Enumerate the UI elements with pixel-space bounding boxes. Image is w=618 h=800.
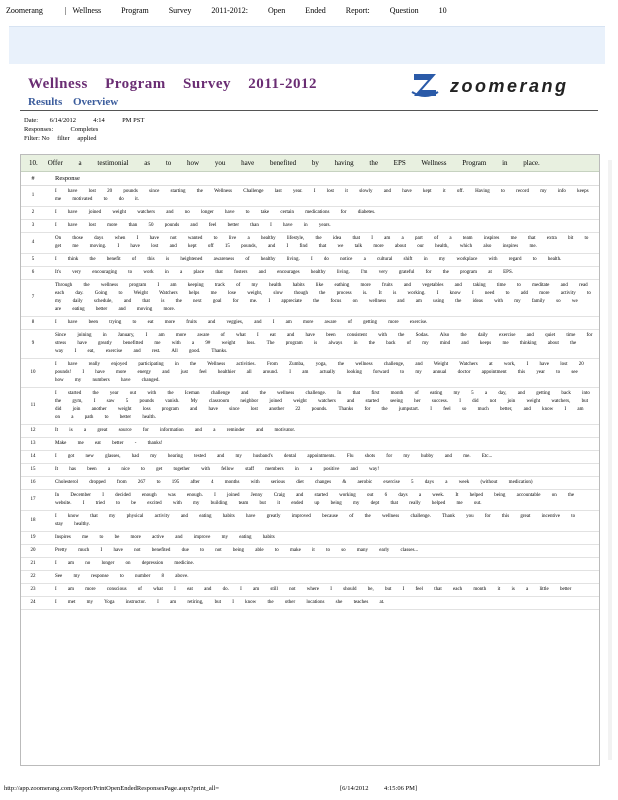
logo-wordmark: zoomerang xyxy=(450,76,569,96)
table-row xyxy=(21,317,599,330)
question-number: 10. xyxy=(29,159,38,167)
table-row xyxy=(21,425,599,438)
response-text: I have lost more than 50 pounds and feel better than I have in years. xyxy=(55,223,331,228)
filter-value: No filter applied xyxy=(41,135,97,142)
response-number: 1 xyxy=(31,193,35,198)
table-row xyxy=(21,490,599,511)
response-text: Make me eat better - thanks! xyxy=(55,441,163,446)
response-text: Pretty much I have not benefited due to not being able to make it to so many early classes... xyxy=(55,548,419,553)
response-text: It's very encouraging to work in a place that fosters and encourages healthy living. I'm very grateful for the program at EPS. xyxy=(55,270,513,275)
table-row xyxy=(21,558,599,571)
response-number: 5 xyxy=(31,257,35,262)
table-row xyxy=(21,359,599,388)
table-row xyxy=(21,280,599,317)
response-text: I met my Yoga instructor. I am retiring, but I know the other locations she teaches at. xyxy=(55,600,385,605)
column-header-row xyxy=(21,172,599,186)
response-number: 7 xyxy=(31,295,35,300)
response-text: I think the benefit of this is heightened awareness of healthy living. I do notice a cultural shift in my workplace with regard to health. xyxy=(55,257,562,262)
response-number: 4 xyxy=(31,240,35,245)
report-meta xyxy=(24,116,144,143)
table-row xyxy=(21,330,599,359)
response-list xyxy=(21,186,599,610)
table-row xyxy=(21,571,599,584)
response-text: See my response to number 8 above. xyxy=(55,574,189,579)
browser-title-bar xyxy=(6,4,612,16)
response-text: I have been trying to eat more fruits and veggies, and I am more aware of getting more exercise. xyxy=(55,320,428,325)
response-text: I know that my physical activity and eating habits have greatly improved because of the wellness challenge. Thank you for this great incentive to stay healthy. xyxy=(55,514,576,527)
response-number: 23 xyxy=(30,587,36,592)
response-number: 19 xyxy=(30,535,36,540)
footer-date: [6/14/2012 xyxy=(340,785,369,792)
response-number: 16 xyxy=(30,480,36,485)
response-number: 13 xyxy=(30,441,36,446)
responses-label: Responses: xyxy=(24,126,54,133)
table-row xyxy=(21,233,599,254)
response-text: Since joining in January, I am more aware of what I eat and have been consistent with the Sodas. Also the daily exercise and quiet time for stress have greatly benefitted me with a 9# weight loss. The program is always in the back of my mind and keeps me thinking about the way I eat, exercise and rest. All good. Thanks. xyxy=(55,333,593,354)
filter-label: Filter: xyxy=(24,135,40,142)
table-row xyxy=(21,584,599,597)
table-row xyxy=(21,477,599,490)
table-row xyxy=(21,267,599,280)
question-header xyxy=(21,155,599,172)
table-row xyxy=(21,254,599,267)
table-row xyxy=(21,597,599,610)
footer-time: 4:15:06 PM] xyxy=(384,785,418,792)
ampm-value: PM xyxy=(122,117,132,124)
response-number: 3 xyxy=(31,223,35,228)
response-text: Inspires me to be more active and improve my eating habits xyxy=(55,535,275,540)
date-label: Date: xyxy=(24,117,39,124)
column-header-response: Response xyxy=(55,175,80,182)
page-title-text: Wellness Program Survey 2011-2012: Open Ended Report: Question 10 xyxy=(72,5,447,15)
table-row xyxy=(21,451,599,464)
response-text: On those days when I have not wanted to live a healthy lifestyle, the idea that I am a part of a team inspires me that extra bit to get me moving. I have lost and kept off 15 pounds, and I find that we talk more about our health, which also inspires me. xyxy=(55,236,589,249)
report-subtitle: Results Overview xyxy=(28,96,119,108)
response-text: I have joined weight watchers and no longer have to take certain medications for diabetes. xyxy=(55,210,376,215)
table-row xyxy=(21,532,599,545)
response-number: 21 xyxy=(30,561,36,566)
table-row xyxy=(21,545,599,558)
response-number: 24 xyxy=(30,600,36,605)
response-text: I got new glasses, had my hearing tested and my husband's dental appointments. Flu shots for my hubby and me. Etc... xyxy=(55,454,493,459)
response-text: It has been a nice to get together with fellow staff members in a positive and way! xyxy=(55,467,380,472)
table-row xyxy=(21,186,599,207)
date-value: 6/14/2012 xyxy=(49,117,76,124)
response-text: In December I decided enough was enough. I joined Jenny Craig and started working out 6 days a week. It helped being accountable on the website. I tried to be excited with my building team but it ended up being my dept that really helped me out. xyxy=(55,493,575,506)
response-text: I have lost 20 pounds since starting the Wellness Challenge last year. I lost it slowly and have kept it off. Having to record my info keeps me motivated to do it. xyxy=(55,189,589,202)
title-separator: | xyxy=(64,5,67,15)
table-row xyxy=(21,207,599,220)
response-number: 18 xyxy=(30,518,36,523)
response-text: Cholesterol dropped from 267 to 195 after 4 months with serious diet changes & aerobic exercise 5 days a week (without medication) xyxy=(55,480,533,485)
table-row xyxy=(21,220,599,233)
header-divider xyxy=(20,110,598,111)
response-number: 14 xyxy=(30,454,36,459)
response-text: Through the wellness program I am keeping track of my health habits like eathing more fruits and vegetables and taking time to meditate and read each day. Going to Weight Watchers helps me lose weight, slow though the process is. It is working. I know I need to add more activity to my daily schedule, and that is the next goal for me. I appreciate the focus on wellness and am using the ideas with my family so we are eating better and moving more. xyxy=(55,283,591,312)
response-number: 9 xyxy=(31,341,35,346)
response-number: 12 xyxy=(30,428,36,433)
response-number: 2 xyxy=(31,210,35,215)
column-header-number: # xyxy=(31,175,35,182)
table-row xyxy=(21,388,599,425)
time-value: 4:14 xyxy=(93,117,105,124)
response-text: I am more conscious of what I eat and do. I am still not where I should be, but I feel that each month it is a little better xyxy=(55,587,572,592)
table-row xyxy=(21,511,599,532)
responses-value: Completes xyxy=(70,126,99,133)
response-number: 17 xyxy=(30,497,36,502)
footer-url: http://app.zoomerang.com/Report/PrintOpenEndedResponsesPage.aspx?print_all= xyxy=(4,785,220,792)
response-number: 8 xyxy=(31,320,35,325)
response-text: I started the year out with the Iceman challenge and the wellness challenge. In that first month of eating my 5 a day, and getting back into the gym, I saw 5 pounds vanish. My classroom neighbor joined weight watchers and started seeing her success. I did not join weight watchers, but did join another weight loss program and have since lost another 22 pounds. Thanks for the jumpstart. I feel so much better, and know I am on a path to better health. xyxy=(55,391,590,420)
response-text: It is a great source for information and a reminder and motivator. xyxy=(55,428,295,433)
zoomerang-logo xyxy=(410,70,598,104)
response-text: I have really enjoyed participating in the Wellness activities. From Zumba, yoga, the wellness challenge, and Weight Watchers at work, I have lost 20 pounds! I have more energy and just feel healthier all around. I am actually looking forward to my annual doctor appointment this year to see how my numbers have changed. xyxy=(55,362,584,383)
zoomerang-z-icon xyxy=(410,70,440,100)
response-number: 15 xyxy=(30,467,36,472)
scrollbar-track[interactable] xyxy=(608,160,612,760)
response-number: 10 xyxy=(30,370,36,375)
response-number: 11 xyxy=(30,403,36,408)
table-row xyxy=(21,464,599,477)
site-name: Zoomerang xyxy=(6,5,43,15)
report-title: Wellness Program Survey 2011-2012 xyxy=(28,76,317,92)
header-banner xyxy=(9,26,605,64)
response-number: 20 xyxy=(30,548,36,553)
response-text: I am no longer on depression medicine. xyxy=(55,561,195,566)
timezone-value: PST xyxy=(133,117,145,124)
print-footer xyxy=(4,785,616,795)
table-row xyxy=(21,438,599,451)
responses-table xyxy=(20,154,600,766)
response-number: 22 xyxy=(30,574,36,579)
question-text: Offer a testimonial as to how you have benefited by having the EPS Wellness Program in place. xyxy=(47,159,540,167)
response-number: 6 xyxy=(31,270,35,275)
